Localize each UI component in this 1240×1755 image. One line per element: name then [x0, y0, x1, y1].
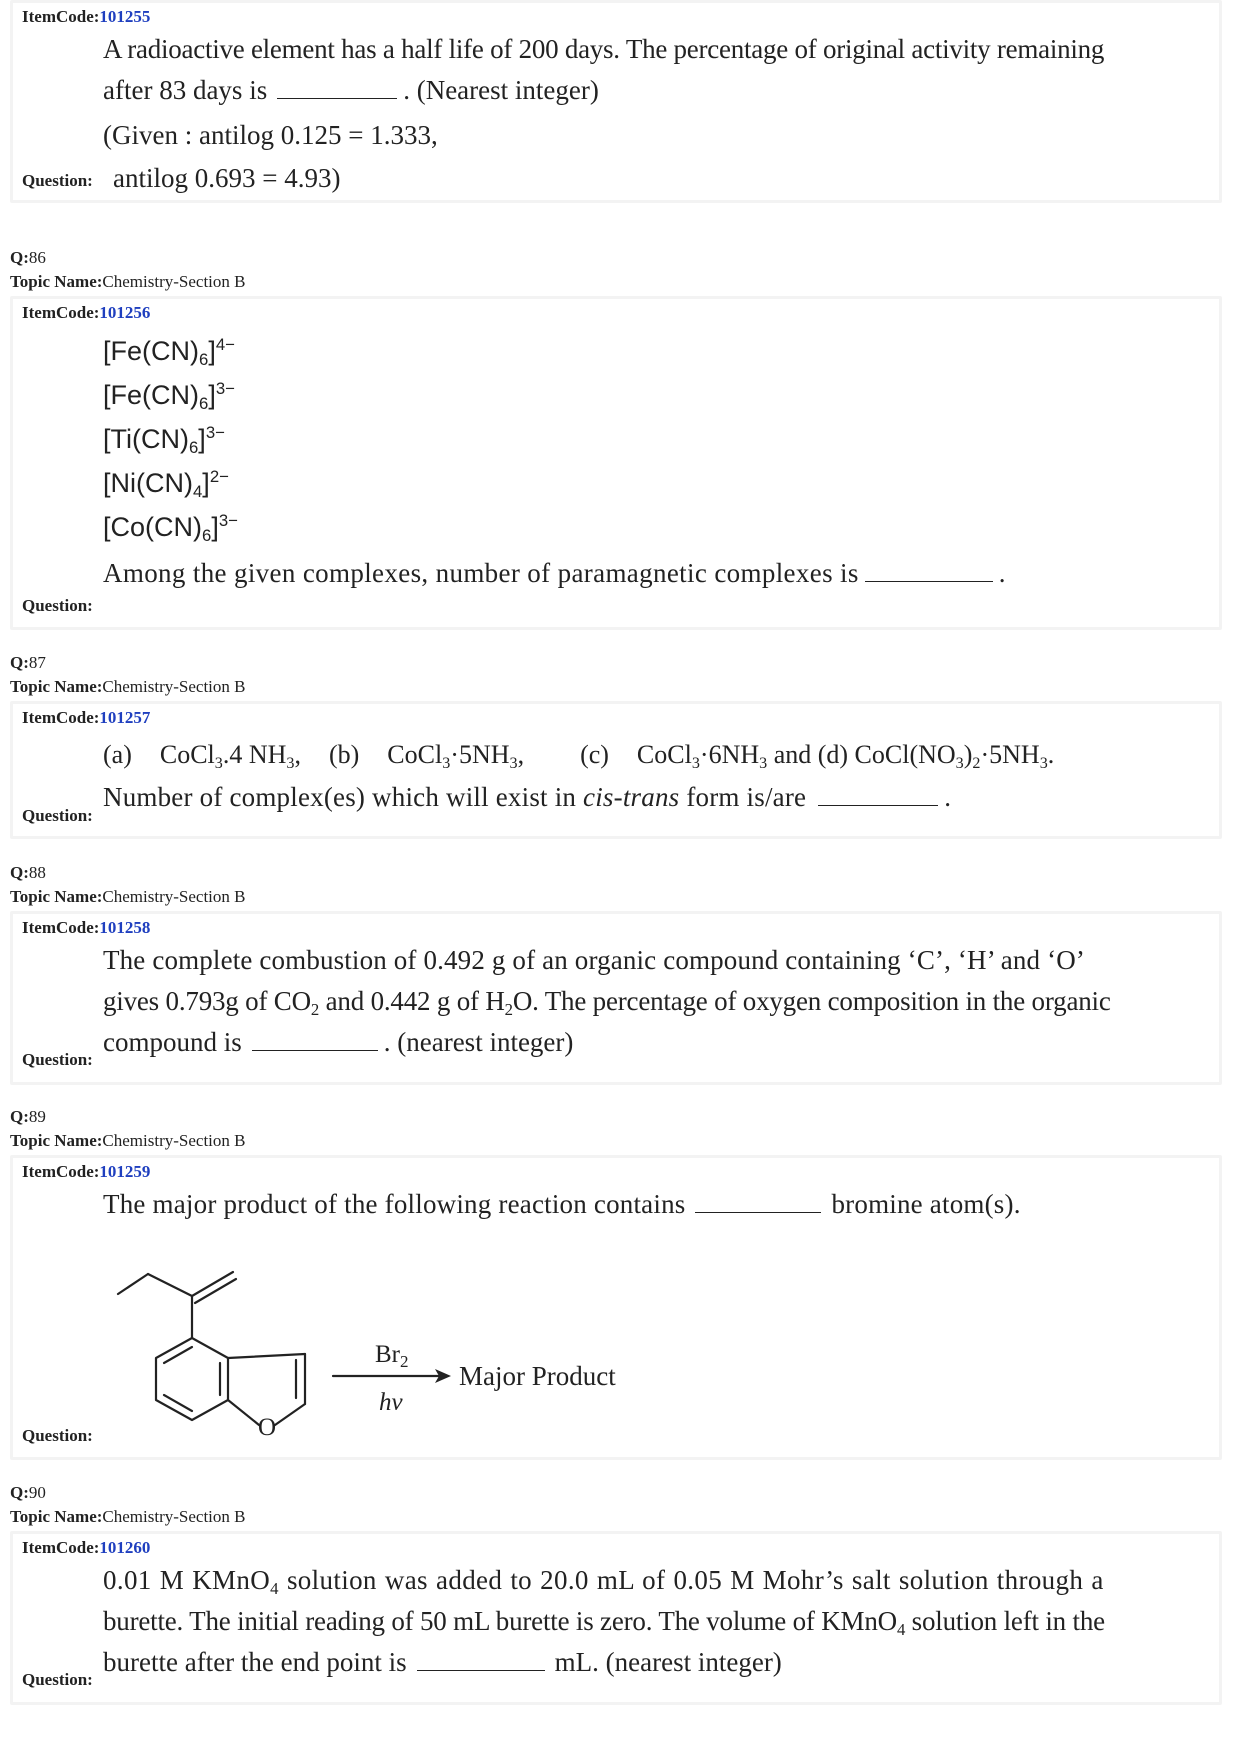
- question-card-86: [10, 296, 1222, 630]
- question-label: Question:: [22, 171, 93, 190]
- text-line: gives 0.793g of $CO_2$ and 0.442 g of $H_2O$. The percentage of oxygen composition in the organic: [103, 986, 1111, 1020]
- question-text: [103, 1560, 1207, 1683]
- question-header-88: Q:88 Topic Name:Chemistry-Section B: [10, 863, 246, 906]
- condition-label: hν: [379, 1389, 403, 1416]
- answer-blank: [252, 1024, 378, 1051]
- question-header-86: Q:86 Topic Name:Chemistry-Section B: [10, 248, 246, 291]
- benzene-inner-bond: [164, 1347, 192, 1363]
- question-label: Question:: [22, 1670, 93, 1689]
- card-body: [13, 3, 1219, 200]
- question-text: [103, 29, 1207, 199]
- text-line: burette after the end point is mL. (nearest integer): [103, 1642, 1207, 1683]
- furan-bond: [228, 1354, 305, 1358]
- text-line: (Given : antilog 0.125 = 1.333,: [103, 120, 438, 150]
- item-code: ItemCode:101256: [22, 303, 151, 322]
- card-body: [13, 1534, 1219, 1702]
- item-code: ItemCode:101258: [22, 918, 151, 937]
- answer-blank: [865, 555, 993, 582]
- question-text: [103, 940, 1207, 1063]
- answer-blank: [417, 1644, 545, 1671]
- text-line: antilog 0.693 = 4.93): [113, 163, 341, 193]
- reagent-label: $Br_2$: [375, 1341, 409, 1371]
- question-label: Question:: [22, 596, 93, 615]
- question-header-89: Q:89 Topic Name:Chemistry-Section B: [10, 1107, 246, 1150]
- text-line: compound is . (nearest integer): [103, 1022, 1207, 1063]
- text-line: burette. The initial reading of 50 mL burette is zero. The volume of KMnO$_4$ solution left in the: [103, 1606, 1105, 1640]
- question-card-88: [10, 911, 1222, 1085]
- benzene-ring: [156, 1338, 228, 1420]
- item-code: ItemCode:101259: [22, 1162, 151, 1181]
- options-line: (a) CoCl$_3$.4 $NH_3$, (b) $CoCl_3\cdot 5NH_3$, (c) $CoCl_3\cdot 6NH_3$ and (d) $CoCl(NO_3)_2\cdot 5NH_3$.: [103, 740, 1055, 772]
- text-line: after 83 days is . (Nearest integer): [103, 70, 1207, 111]
- complex-formula: $[Fe(CN)_6]^{4-}$: [103, 334, 235, 370]
- furan-bond: [275, 1404, 305, 1425]
- question-label: Question:: [22, 1050, 93, 1069]
- question-label: Question:: [22, 1426, 93, 1445]
- question-card-89: [10, 1155, 1222, 1460]
- complex-formula: $[Ni(CN)_4]^{2-}$: [103, 466, 229, 502]
- text-line: 0.01 M KMnO$_4$ solution was added to 20.0 mL of 0.05 M Mohr’s salt solution through a: [103, 1565, 1104, 1599]
- item-code: ItemCode:101257: [22, 708, 151, 727]
- item-code: ItemCode:101255: [22, 7, 151, 26]
- text-line: The complete combustion of 0.492 g of an organic compound containing ‘C’, ‘H’ and ‘O’: [103, 945, 1086, 975]
- answer-blank: [277, 72, 397, 99]
- complex-formula: $[Fe(CN)_6]^{3-}$: [103, 378, 235, 414]
- oxygen-atom: O: [258, 1414, 277, 1441]
- question-header-90: Q:90 Topic Name:Chemistry-Section B: [10, 1483, 246, 1526]
- benzene-inner-bond: [164, 1395, 192, 1411]
- answer-blank: [818, 779, 938, 806]
- question-card-87: [10, 701, 1222, 839]
- question-text: [103, 1184, 1207, 1225]
- question-text: [103, 734, 1207, 818]
- question-text: [103, 329, 1207, 595]
- text-line: The major product of the following reaction contains bromine atom(s).: [103, 1184, 1207, 1225]
- text-line: A radioactive element has a half life of 200 days. The percentage of original activity remaining: [103, 34, 1105, 64]
- text-line: Number of complex(es) which will exist in cis-trans form is/are .: [103, 777, 1207, 818]
- furan-bond: [228, 1400, 259, 1425]
- text-line: Among the given complexes, number of paramagnetic complexes is .: [103, 551, 1207, 595]
- ethyl-bond: [118, 1274, 148, 1294]
- card-body: [13, 299, 1219, 627]
- item-code: ItemCode:101260: [22, 1538, 151, 1557]
- question-card-85: [10, 0, 1222, 203]
- complex-formula: $[Co(CN)_6]^{3-}$: [103, 510, 238, 546]
- complex-formula: $[Ti(CN)_6]^{3-}$: [103, 422, 225, 458]
- card-body: [13, 704, 1219, 836]
- question-card-90: [10, 1531, 1222, 1705]
- question-label: Question:: [22, 806, 93, 825]
- card-body: [13, 1158, 1219, 1457]
- reaction-scheme: [113, 1236, 733, 1448]
- card-body: [13, 914, 1219, 1082]
- product-label: Major Product: [459, 1361, 616, 1391]
- answer-blank: [695, 1186, 821, 1213]
- ethyl-bond: [148, 1274, 192, 1296]
- question-header-87: Q:87 Topic Name:Chemistry-Section B: [10, 653, 246, 696]
